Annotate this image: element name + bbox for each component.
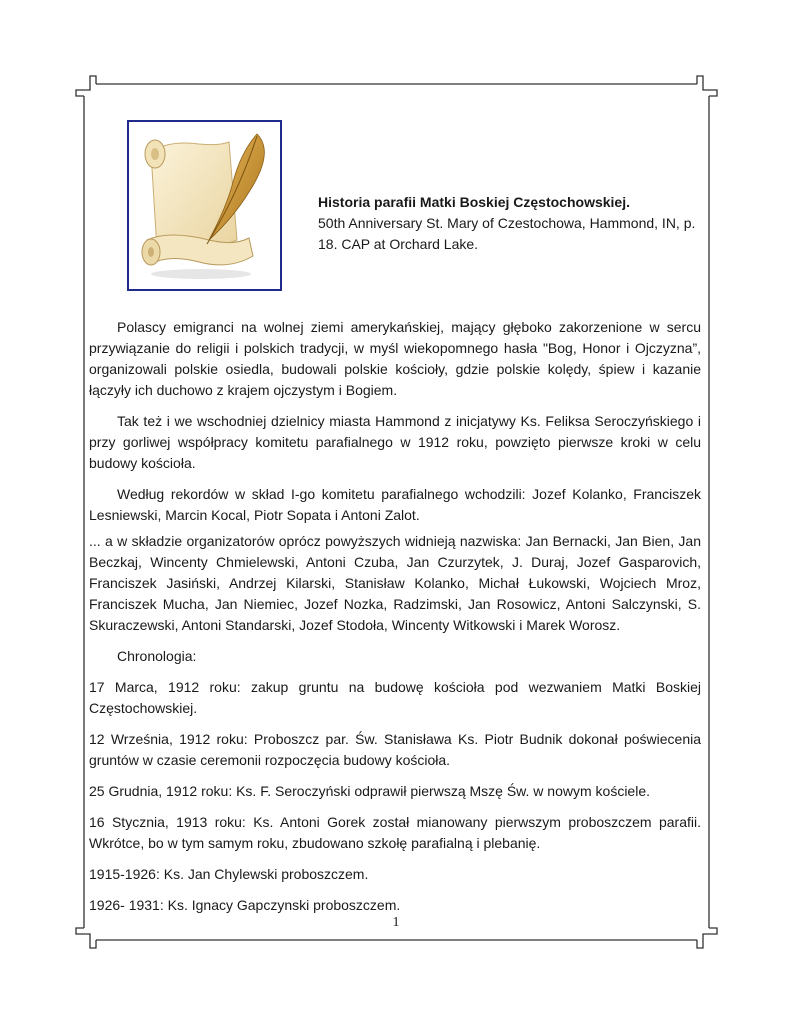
document-source: 50th Anniversary St. Mary of Czestochowa, Hammond, IN, p. 18. CAP at Orchard Lake. — [318, 215, 696, 252]
scroll-image-frame — [127, 120, 282, 291]
chronology-entry: 25 Grudnia, 1912 roku: Ks. F. Seroczyński odprawił pierwszą Mszę Św. w nowym kościele. — [89, 783, 651, 799]
chronology-entry: 17 Marca, 1912 roku: zakup gruntu na budowę kościoła pod wezwaniem Matki Boskiej Częstochowskiej. — [89, 679, 701, 716]
paragraph-initiative: Tak też i we wschodniej dzielnicy miasta Hammond z inicjatywy Ks. Feliksa Seroczyńskiego i przy gorliwej współpracy komitetu parafialnego w 1912 roku, powzięto pierwsze kroki w celu budowy kościoła. — [89, 413, 701, 471]
chronology-entry: 1926- 1931: Ks. Ignacy Gapczynski proboszczem. — [89, 897, 401, 913]
paragraph-intro: Polascy emigranci na wolnej ziemi amerykańskiej, mający głęboko zakorzenione w sercu przywiązanie do religii i polskich tradycji, w myśl wiekopomnego hasła "Bog, Honor i Ojczyzna”, organizowali polskie osiedla, budowali polskie kościoły, gdzie polskie kolędy, śpiew i kazanie łączyły ich duchowo z krajem ojczystym i Bogiem. — [89, 319, 701, 398]
page-number: 1 — [392, 915, 400, 930]
paragraph-committee: Według rekordów w skład I-go komitetu parafialnego wchodzili: Jozef Kolanko, Franciszek Lesniewski, Marcin Kocal, Piotr Sopata i Antoni Zalot. — [89, 486, 701, 523]
document-header — [318, 192, 718, 255]
document-body — [89, 317, 701, 926]
chronology-entry: 12 Września, 1912 roku: Proboszcz par. Św. Stanisława Ks. Piotr Budnik dokonał poświecenia gruntów w czasie ceremonii rozpoczęcia budowy kościoła. — [89, 731, 701, 768]
chronology-entry: 1915-1926: Ks. Jan Chylewski proboszczem. — [89, 866, 369, 882]
document-title: Historia parafii Matki Boskiej Częstochowskiej. — [318, 194, 630, 210]
chronology-heading: Chronologia: — [117, 648, 197, 664]
scroll-and-quill-icon — [129, 122, 280, 289]
paragraph-organizers: ... a w składzie organizatorów oprócz powyższych widnieją nazwiska: Jan Bernacki, Jan Bien, Jan Beczkaj, Wincenty Chmielewski, Antoni Czuba, Jan Czurzytek, J. Duraj, Jozef Gasparovich, Franciszek Jasiński, Andrzej Kilarski, Stanisław Kolanko, Michał Łukowski, Wojciech Mroz, Franciszek Mucha, Jan Niemiec, Jozef Nozka, Radzimski, Jan Rosowicz, Antoni Salczynski, S. Skuraczewski, Antoni Standarski, Jozef Stodoła, Wincenty Witkowski i Marek Worosz. — [89, 533, 701, 633]
chronology-entry: 16 Stycznia, 1913 roku: Ks. Antoni Gorek został mianowany pierwszym proboszczem parafii. Wkrótce, bo w tym samym roku, zbudowano szkołę parafialną i plebanię. — [89, 814, 701, 851]
